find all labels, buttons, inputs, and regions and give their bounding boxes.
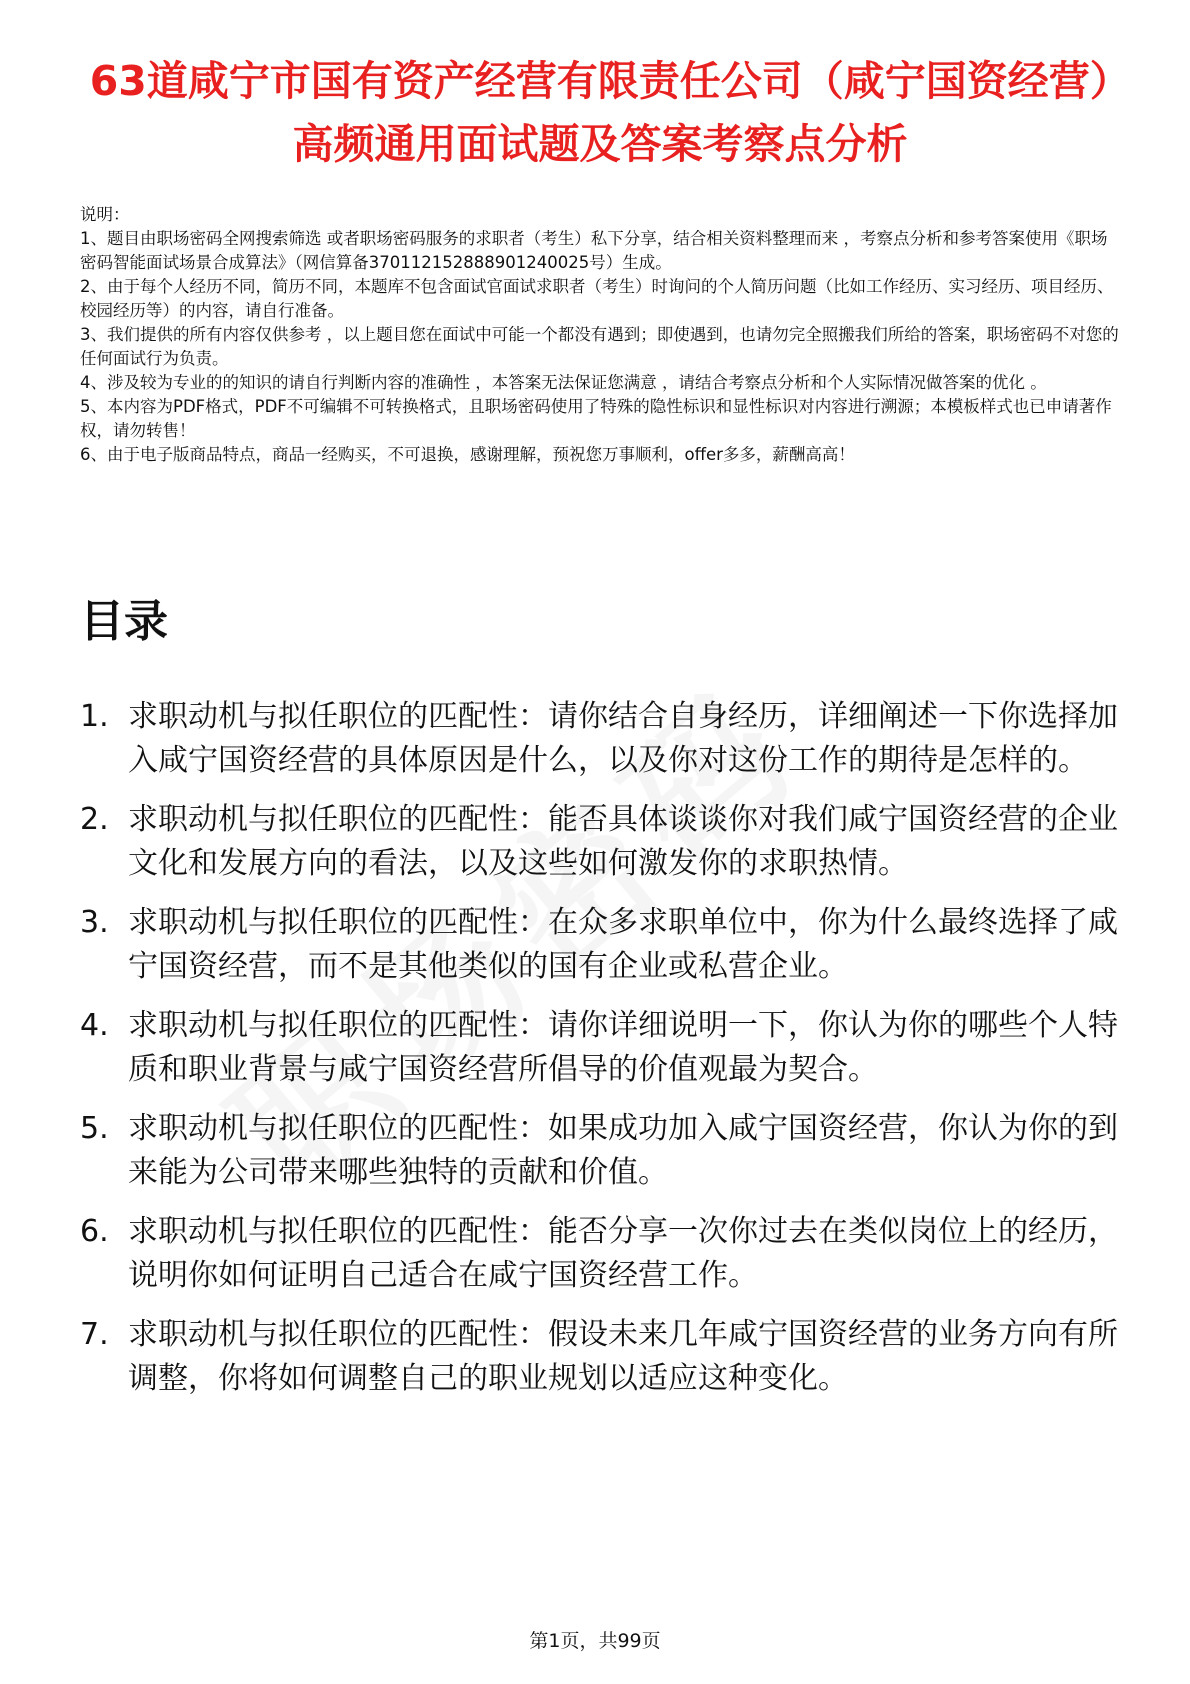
toc-item [80, 1004, 1125, 1092]
toc-item [80, 1313, 1125, 1401]
note-item: 1、题目由职场密码全网搜索筛选 或者职场密码服务的求职者（考生）私下分享，结合相关资料整理而来 ，考察点分析和参考答案使用《职场密码智能面试场景合成算法》（网信算备370112152888901240025号）生成。 [80, 229, 1108, 272]
toc-item [80, 901, 1125, 989]
toc-item-number: 6. [80, 1214, 109, 1249]
toc-item [80, 798, 1125, 886]
toc-item-number: 7. [80, 1317, 109, 1352]
page-footer: 第1页，共99页 [529, 1630, 661, 1652]
toc-item-number: 2. [80, 802, 109, 837]
toc-item-number: 5. [80, 1111, 109, 1146]
note-item: 4、涉及较为专业的的知识的请自行判断内容的准确性 ，本答案无法保证您满意 ，请结合考察点分析和个人实际情况做答案的优化 。 [80, 373, 1047, 392]
toc-item [80, 695, 1125, 783]
toc-item [80, 1210, 1125, 1298]
toc-item-text: 求职动机与拟任职位的匹配性：如果成功加入咸宁国资经营，你认为你的到来能为公司带来哪些独特的贡献和价值。 [128, 1111, 1118, 1190]
toc-item-number: 3. [80, 905, 109, 940]
notes-heading: 说明： [80, 205, 130, 224]
toc-item-text: 求职动机与拟任职位的匹配性：假设未来几年咸宁国资经营的业务方向有所调整，你将如何调整自己的职业规划以适应这种变化。 [128, 1317, 1118, 1396]
toc-item-number: 1. [80, 699, 109, 734]
note-item: 6、由于电子版商品特点，商品一经购买，不可退换，感谢理解，预祝您万事顺利，offer多多，薪酬高高！ [80, 445, 855, 464]
toc-list [80, 695, 1125, 1416]
note-item: 5、本内容为PDF格式，PDF不可编辑不可转换格式，且职场密码使用了特殊的隐性标识和显性标识对内容进行溯源；本模板样式也已申请著作权，请勿转售！ [80, 397, 1112, 440]
note-item: 3、我们提供的所有内容仅供参考 ，以上题目您在面试中可能一个都没有遇到；即使遇到，也请勿完全照搬我们所给的答案，职场密码不对您的任何面试行为负责。 [80, 325, 1119, 368]
notes-section [80, 203, 1120, 467]
toc-item-text: 求职动机与拟任职位的匹配性：请你结合自身经历，详细阐述一下你选择加入咸宁国资经营的具体原因是什么，以及你对这份工作的期待是怎样的。 [128, 699, 1118, 778]
toc-item-text: 求职动机与拟任职位的匹配性：能否具体谈谈你对我们咸宁国资经营的企业文化和发展方向的看法，以及这些如何激发你的求职热情。 [128, 802, 1118, 881]
toc-item-text: 求职动机与拟任职位的匹配性：能否分享一次你过去在类似岗位上的经历，说明你如何证明自己适合在咸宁国资经营工作。 [128, 1214, 1118, 1293]
toc-item-number: 4. [80, 1008, 109, 1043]
toc-item [80, 1107, 1125, 1195]
toc-item-text: 求职动机与拟任职位的匹配性：在众多求职单位中，你为什么最终选择了咸宁国资经营，而不是其他类似的国有企业或私营企业。 [128, 905, 1118, 984]
note-item: 2、由于每个人经历不同，简历不同，本题库不包含面试官面试求职者（考生）时询问的个人简历问题（比如工作经历、实习经历、项目经历、校园经历等）的内容，请自行准备。 [80, 277, 1114, 320]
toc-item-text: 求职动机与拟任职位的匹配性：请你详细说明一下，你认为你的哪些个人特质和职业背景与咸宁国资经营所倡导的价值观最为契合。 [128, 1008, 1118, 1087]
document-title: 63道咸宁市国有资产经营有限责任公司（咸宁国资经营）高频通用面试题及答案考察点分析 [89, 57, 1111, 168]
toc-heading: 目录 [80, 596, 168, 647]
